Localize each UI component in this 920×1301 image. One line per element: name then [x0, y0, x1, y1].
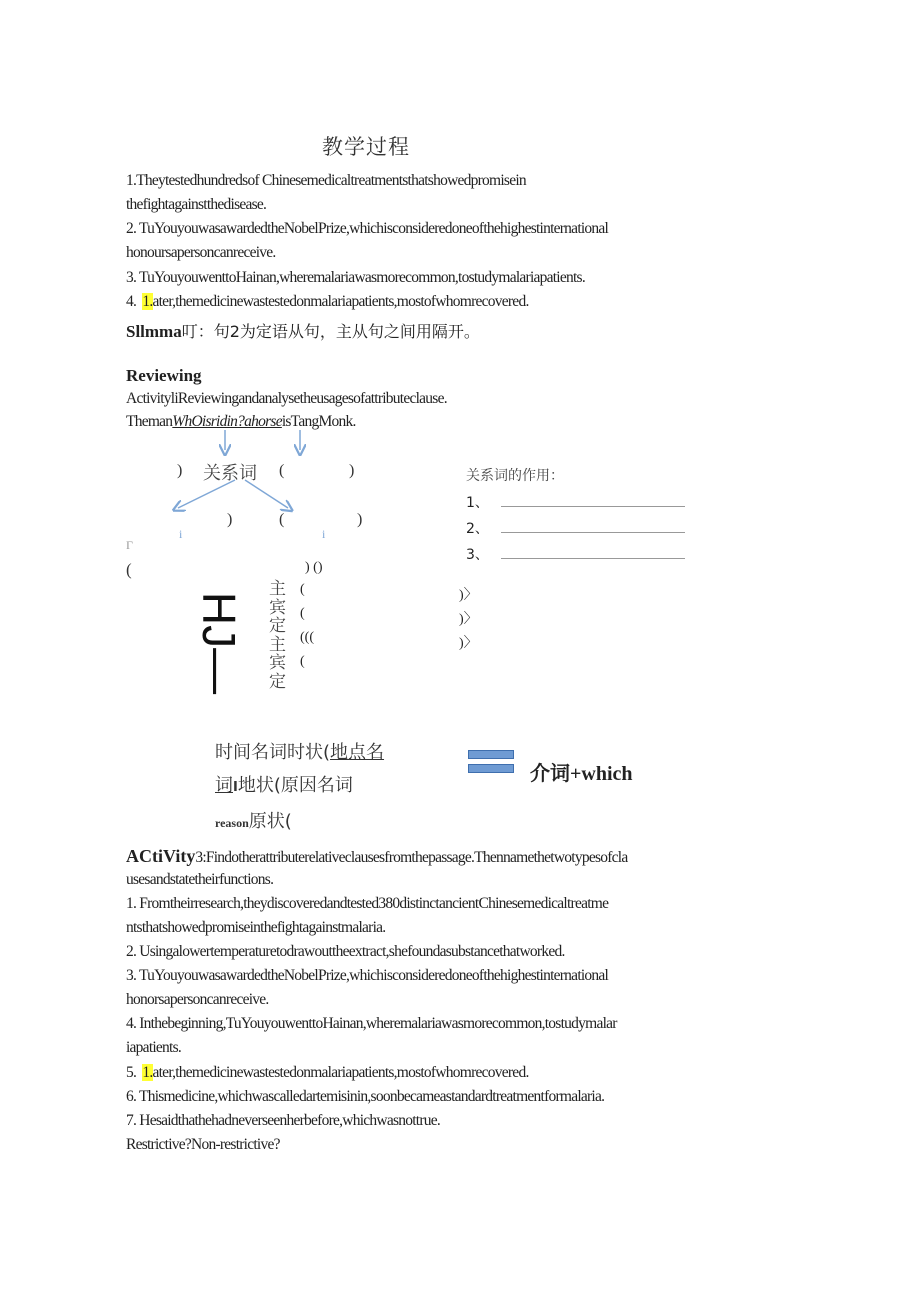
activity-3-sentence-1b: ntsthatshowedpromiseinthefightagainstmalaria.: [126, 919, 386, 936]
diagram-tick: i: [322, 527, 326, 541]
sentence-number: 4.: [126, 293, 143, 310]
sentence-rest: ater,themedicinewastestedonmalariapatients,mostofwhomrecovered.: [152, 293, 529, 310]
restrictive-question: Restrictive?Non-restrictive?: [126, 1136, 280, 1153]
relation-arrows-diagram: [160, 428, 380, 528]
sentence-rest: ater,themedicinewastestedonmalariapatients,mostofwhomrecovered.: [152, 1064, 529, 1081]
function-item-1: [466, 492, 685, 512]
diagram-paren: ): [349, 462, 355, 479]
activity-3-sentence-5: [126, 1064, 529, 1082]
intro-sentence-1a: 1.Theytestedhundredsof Chinesemedicaltreatmentsthatshowedpromisein: [126, 172, 526, 189]
diagram-paren: (: [279, 511, 285, 528]
activity-3-sentence-3a: 3. TuYouyouwasawardedtheNobelPrize,whichisconsideredoneofthehighestinternational: [126, 967, 609, 984]
functions-heading: 关系词的作用：: [466, 468, 564, 484]
example-clause: WhOisridin?ahorse: [172, 413, 282, 430]
activity-3-sentence-7: 7. Hesaidthathehadneverseenherbefore,whichwasnottrue.: [126, 1112, 441, 1129]
answer-blank[interactable]: [501, 520, 685, 533]
answer-blank[interactable]: [501, 546, 685, 559]
example-main-rest: isTangMonk.: [281, 413, 356, 430]
sentence-number: 5.: [126, 1064, 143, 1081]
highlighted-text: 1.: [142, 1064, 153, 1081]
page-title: 教学过程: [322, 135, 410, 159]
diagram-bracket: )〉: [459, 588, 478, 603]
diagram-paren: (: [300, 606, 305, 621]
activity-3-instruction: [126, 846, 627, 867]
place-reason-text: 地状(原因名词: [237, 775, 353, 796]
function-number: 3、: [466, 547, 489, 563]
function-number: 1、: [466, 495, 489, 511]
example-antecedent: Theman: [126, 413, 173, 430]
activity-3-sentence-4b: iapatients.: [126, 1039, 182, 1056]
vertical-roles-text: 主宾定主宾定: [269, 579, 286, 692]
activity-1-instruction: ActivityliReviewingandanalysetheusagesofattributeclause.: [126, 390, 447, 407]
highlighted-text: 1.: [142, 293, 153, 310]
intro-sentence-1b: thefightagainstthedisease.: [126, 196, 267, 213]
activity-3-sentence-3b: honorsapersoncanreceive.: [126, 991, 269, 1008]
function-item-3: [466, 544, 685, 564]
activity-3-text: 3:Findotherattributerelativeclausesfromthepassage.Thennamethetwotypesofcla: [195, 849, 628, 866]
answer-blank[interactable]: [501, 494, 685, 507]
diagram-bracket: )〉: [459, 636, 478, 651]
relative-word-label: 关系词: [203, 463, 257, 484]
equals-bar-top: [468, 750, 514, 759]
noun-adverbial-line-3: [215, 807, 292, 833]
activity-label: ACtiVity: [126, 846, 196, 866]
noun-fragment: 词: [215, 775, 233, 796]
activity-3-sentence-2: 2. Usingalowertemperaturetodrawouttheextract,shefoundasubstancethatworked.: [126, 943, 565, 960]
function-item-2: [466, 518, 685, 538]
diagram-paren: (: [300, 654, 305, 669]
prep-which-text: 介词+which: [530, 763, 633, 785]
diagram-paren: (: [126, 560, 132, 579]
activity-3-instruction-cont: usesandstatetheirfunctions.: [126, 871, 274, 888]
summary-label: Sllmma: [126, 322, 182, 341]
diagram-paren: (: [300, 582, 305, 597]
activity-3-sentence-1a: 1. Fromtheirresearch,theydiscoveredandtested380distinctancientChinesemedicaltreatme: [126, 895, 609, 912]
diagram-paren: ): [177, 462, 183, 479]
rotated-glyph-hj: HJ—: [193, 591, 246, 695]
place-noun-text: 地点名: [330, 742, 385, 763]
summary-text: 叮：句2为定语从句，主从句之间用隔开。: [181, 322, 480, 341]
intro-sentence-2b: honoursapersoncanreceive.: [126, 244, 276, 261]
noun-marker: I: [233, 780, 238, 795]
diagram-tick: i: [179, 527, 183, 541]
reason-adverbial-text: 原状(: [248, 811, 292, 832]
intro-sentence-4: [126, 293, 529, 311]
diagram-paren: (: [279, 462, 285, 479]
diagram-paren: ): [227, 511, 233, 528]
section-heading-reviewing: Reviewing: [126, 366, 202, 385]
diagram-paren: (((: [300, 630, 314, 645]
diagram-paren: ) (): [305, 560, 323, 575]
noun-adverbial-line-1: [215, 738, 384, 764]
diagram-bracket: )〉: [459, 612, 478, 627]
intro-sentence-3: 3. TuYouyouwenttoHainan,wheremalariawasmorecommon,tostudymalariapatients.: [126, 269, 585, 286]
reason-word: reason: [215, 816, 249, 830]
noun-adverbial-line-2: [215, 771, 353, 797]
diagram-paren: ): [357, 511, 363, 528]
function-number: 2、: [466, 521, 489, 537]
summary-line: [126, 319, 480, 342]
equals-bar-bottom: [468, 764, 514, 773]
time-noun-text: 时间名词时状(: [215, 742, 331, 763]
diagram-corner: Γ: [126, 538, 133, 552]
prep-which-label: [530, 757, 633, 786]
activity-3-sentence-4a: 4. Inthebeginning,TuYouyouwenttoHainan,wheremalariawasmorecommon,tostudymalar: [126, 1015, 617, 1032]
intro-sentence-2a: 2. TuYouyouwasawardedtheNobelPrize,whichisconsideredoneofthehighestinternational: [126, 220, 609, 237]
activity-3-sentence-6: 6. Thismedicine,whichwascalledartemisinin,soonbecameastandardtreatmentformalaria.: [126, 1088, 605, 1105]
